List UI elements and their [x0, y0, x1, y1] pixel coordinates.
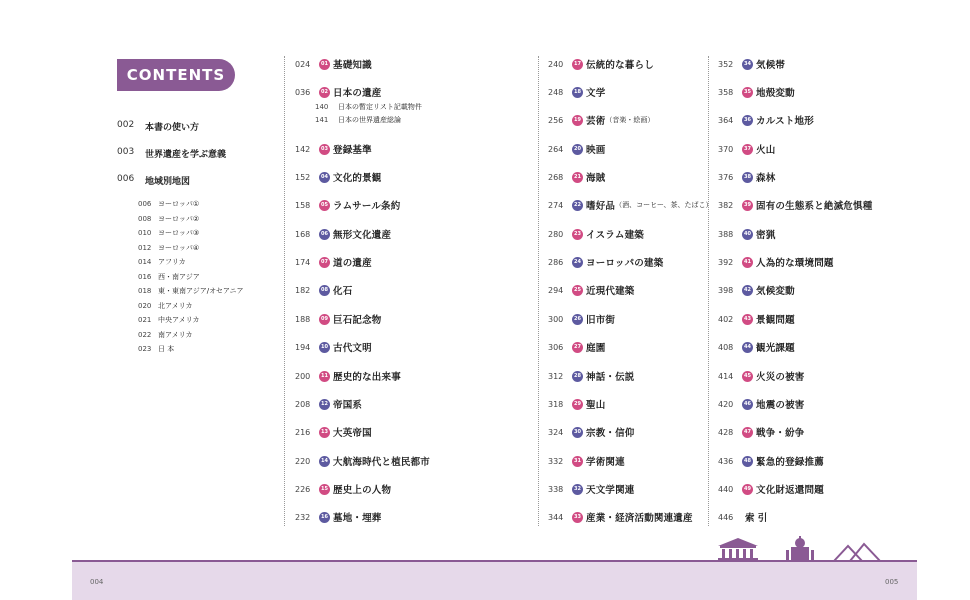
toc-entry[interactable]	[548, 197, 713, 213]
entry-title: 帝国系	[333, 400, 363, 411]
entry-title: 庭園	[586, 343, 606, 354]
footer-band	[72, 560, 917, 600]
page-number: 268	[548, 172, 564, 182]
page-number: 220	[295, 456, 311, 466]
chapter-number-badge: 25	[572, 285, 583, 296]
chapter-number-badge: 07	[319, 257, 330, 268]
chapter-number-badge: 19	[572, 115, 583, 126]
chapter-number-badge: 11	[319, 371, 330, 382]
page-number: 194	[295, 342, 311, 352]
page-number: 352	[718, 59, 734, 69]
list-item[interactable]	[117, 174, 277, 187]
page-number: 216	[295, 427, 311, 437]
toc-entry[interactable]	[295, 254, 372, 270]
entry-title: 大英帝国	[333, 428, 372, 439]
page-number: 002	[117, 120, 135, 130]
entry-title: 無形文化遺産	[333, 230, 392, 241]
entry-title: 密猟	[756, 230, 776, 241]
entry-title: 産業・経済活動関連遺産	[586, 513, 693, 524]
column-divider	[538, 56, 539, 526]
entry-title: 登録基準	[333, 145, 372, 156]
list-item[interactable]	[138, 241, 277, 256]
page-number: 023	[138, 345, 152, 354]
page-number-left: 004	[90, 578, 104, 586]
entry-title: 映画	[586, 145, 606, 156]
entry-title: 日本の遺産	[333, 88, 382, 99]
toc-entry[interactable]	[295, 311, 382, 327]
page-number: 140	[315, 103, 329, 111]
toc-entry[interactable]	[718, 368, 805, 384]
entry-title: 地殻変動	[756, 88, 795, 99]
page-number: 344	[548, 512, 564, 522]
page-number: 240	[548, 59, 564, 69]
page-number: 306	[548, 342, 564, 352]
entry-title: 緊急的登録推薦	[756, 457, 824, 468]
toc-entry[interactable]	[548, 112, 654, 128]
item-title: 南アメリカ	[158, 330, 193, 339]
toc-entry[interactable]	[295, 84, 382, 100]
entry-title: ヨーロッパの建築	[586, 258, 664, 269]
entry-title: 文学	[586, 88, 606, 99]
toc-entry[interactable]	[718, 481, 824, 497]
contents-badge: CONTENTS	[117, 59, 235, 91]
chapter-number-badge: 02	[319, 87, 330, 98]
page-number: 338	[548, 484, 564, 494]
page-number: 016	[138, 272, 152, 281]
page-number: 398	[718, 285, 734, 295]
page-number: 182	[295, 285, 311, 295]
entry-title: 大航海時代と植民都市	[333, 457, 431, 468]
item-title: 西・南アジア	[158, 272, 200, 281]
item-title: 東・東南アジア/オセアニア	[158, 287, 244, 296]
entry-title: 文化財返還問題	[756, 485, 824, 496]
entry-title: 景観問題	[756, 315, 795, 326]
toc-entry[interactable]	[718, 141, 775, 157]
toc-entry[interactable]	[295, 169, 382, 185]
toc-entry[interactable]	[295, 226, 391, 242]
chapter-number-badge: 37	[742, 144, 753, 155]
page-number: 168	[295, 229, 311, 239]
page-number: 008	[138, 214, 152, 223]
page-number: 294	[548, 285, 564, 295]
entry-title: カルスト地形	[756, 116, 814, 127]
toc-entry[interactable]	[548, 424, 635, 440]
page-number: 014	[138, 258, 152, 267]
chapter-number-badge: 18	[572, 87, 583, 98]
page-number: 142	[295, 144, 311, 154]
entry-subtitle: （酒、コーヒー、茶、たばこ）	[615, 201, 713, 209]
toc-entry[interactable]	[718, 254, 834, 270]
page-number: 388	[718, 229, 734, 239]
toc-entry[interactable]	[548, 509, 693, 525]
page-number: 152	[295, 172, 311, 182]
chapter-number-badge: 21	[572, 172, 583, 183]
entry-title: 神話・伝説	[586, 372, 635, 383]
chapter-number-badge: 08	[319, 285, 330, 296]
item-title: ヨーロッパ④	[158, 243, 200, 252]
toc-entry[interactable]	[548, 282, 635, 298]
item-title: 地域別地図	[145, 177, 191, 187]
entry-title: 学術関連	[586, 457, 625, 468]
page-number: 020	[138, 301, 152, 310]
toc-entry[interactable]	[548, 368, 635, 384]
page-number: 021	[138, 316, 152, 325]
chapter-number-badge: 47	[742, 427, 753, 438]
chapter-number-badge: 20	[572, 144, 583, 155]
list-item[interactable]	[138, 270, 277, 285]
entry-title: 化石	[333, 286, 353, 297]
region-map-list	[138, 197, 277, 357]
entry-title: 宗教・信仰	[586, 428, 635, 439]
entry-title: 伝統的な暮らし	[586, 60, 654, 71]
chapter-number-badge: 03	[319, 144, 330, 155]
chapter-number-badge: 09	[319, 314, 330, 325]
entry-title: 芸術	[586, 116, 606, 127]
entry-title: 天文学関連	[586, 485, 635, 496]
chapter-number-badge: 06	[319, 229, 330, 240]
chapter-number-badge: 27	[572, 342, 583, 353]
chapter-number-badge: 36	[742, 115, 753, 126]
page-number: 364	[718, 115, 734, 125]
page-number: 018	[138, 287, 152, 296]
toc-entry[interactable]	[295, 453, 430, 469]
toc-entry[interactable]	[548, 226, 644, 242]
page-number: 256	[548, 115, 564, 125]
page-number: 358	[718, 87, 734, 97]
list-item[interactable]	[138, 255, 277, 270]
page-number: 188	[295, 314, 311, 324]
toc-entry[interactable]	[295, 368, 401, 384]
chapter-number-badge: 40	[742, 229, 753, 240]
chapter-number-badge: 23	[572, 229, 583, 240]
page-number: 006	[138, 200, 152, 209]
page-number: 286	[548, 257, 564, 267]
toc-entry[interactable]	[548, 84, 605, 100]
page-number: 324	[548, 427, 564, 437]
page-number: 414	[718, 371, 734, 381]
toc-entry[interactable]	[718, 112, 814, 128]
page-number: 392	[718, 257, 734, 267]
page-number: 420	[718, 399, 734, 409]
column-divider	[284, 56, 285, 526]
front-matter-list	[117, 120, 277, 357]
chapter-number-badge: 39	[742, 200, 753, 211]
page-number: 402	[718, 314, 734, 324]
entry-title: 地震の被害	[756, 400, 805, 411]
item-title: アフリカ	[158, 258, 186, 267]
toc-entry[interactable]	[718, 424, 805, 440]
chapter-number-badge: 29	[572, 399, 583, 410]
entry-title: 基礎知識	[333, 60, 372, 71]
chapter-number-badge: 31	[572, 456, 583, 467]
entry-title: 戦争・紛争	[756, 428, 805, 439]
page-number: 376	[718, 172, 734, 182]
toc-entry[interactable]	[548, 56, 654, 72]
toc-entry[interactable]	[718, 282, 795, 298]
page-number: 158	[295, 200, 311, 210]
page-number: 141	[315, 116, 329, 124]
list-item[interactable]	[138, 212, 277, 227]
toc-entry[interactable]	[295, 282, 352, 298]
entry-title: 文化的景観	[333, 173, 382, 184]
chapter-number-badge: 17	[572, 59, 583, 70]
page-number: 332	[548, 456, 564, 466]
toc-entry[interactable]	[295, 424, 372, 440]
entry-title: 観光課題	[756, 343, 795, 354]
chapter-number-badge: 34	[742, 59, 753, 70]
item-title: ヨーロッパ②	[158, 214, 200, 223]
toc-entry[interactable]	[548, 311, 615, 327]
toc-entry[interactable]	[295, 56, 372, 72]
page-number: 274	[548, 200, 564, 210]
chapter-number-badge: 16	[319, 512, 330, 523]
item-title: ヨーロッパ①	[158, 200, 200, 209]
column-divider	[708, 56, 709, 526]
chapter-number-badge: 22	[572, 200, 583, 211]
entry-title: 日本の暫定リスト記載物件	[338, 103, 422, 111]
chapter-number-badge: 30	[572, 427, 583, 438]
page-number-right: 005	[885, 578, 899, 586]
page-number: 003	[117, 147, 135, 157]
page-number: 200	[295, 371, 311, 381]
chapter-number-badge: 15	[319, 484, 330, 495]
chapter-number-badge: 14	[319, 456, 330, 467]
chapter-number-badge: 41	[742, 257, 753, 268]
entry-title: 海賊	[586, 173, 606, 184]
toc-entry[interactable]	[295, 339, 372, 355]
landmark-illustration-icon	[716, 536, 886, 562]
list-item[interactable]	[138, 197, 277, 212]
entry-title: 嗜好品	[586, 201, 616, 212]
toc-entry[interactable]	[718, 197, 872, 213]
chapter-number-badge: 49	[742, 484, 753, 495]
page-number: 264	[548, 144, 564, 154]
toc-entry[interactable]	[718, 84, 795, 100]
page-number: 408	[718, 342, 734, 352]
page-number: 318	[548, 399, 564, 409]
page-number: 012	[138, 243, 152, 252]
entry-title: 古代文明	[333, 343, 372, 354]
page-number: 024	[295, 59, 311, 69]
toc-entry[interactable]	[548, 141, 605, 157]
toc-entry[interactable]	[295, 141, 372, 157]
page-number: 006	[117, 174, 135, 184]
page-number: 428	[718, 427, 734, 437]
toc-subentry[interactable]	[315, 114, 401, 126]
toc-entry[interactable]	[548, 396, 605, 412]
entry-title: 歴史上の人物	[333, 485, 392, 496]
entry-title: 道の遺産	[333, 258, 372, 269]
chapter-number-badge: 04	[319, 172, 330, 183]
page-number: 174	[295, 257, 311, 267]
toc-entry[interactable]	[718, 453, 824, 469]
chapter-number-badge: 45	[742, 371, 753, 382]
entry-title: 旧市街	[586, 315, 616, 326]
chapter-number-badge: 24	[572, 257, 583, 268]
toc-entry[interactable]	[718, 339, 795, 355]
entry-title: 日本の世界遺産総論	[338, 116, 401, 124]
chapter-number-badge: 42	[742, 285, 753, 296]
toc-entry[interactable]	[548, 254, 663, 270]
toc-entry[interactable]	[548, 339, 605, 355]
page-number: 036	[295, 87, 311, 97]
entry-title: イスラム建築	[586, 230, 645, 241]
entry-title: ラムサール条約	[333, 201, 401, 212]
page-number: 312	[548, 371, 564, 381]
list-item[interactable]	[138, 226, 277, 241]
page-number: 440	[718, 484, 734, 494]
entry-title: 火災の被害	[756, 372, 805, 383]
toc-entry[interactable]	[718, 56, 785, 72]
chapter-number-badge: 12	[319, 399, 330, 410]
entry-title: 近現代建築	[586, 286, 635, 297]
toc-entry[interactable]	[295, 197, 400, 213]
list-item[interactable]	[138, 342, 277, 357]
entry-title: 墓地・埋葬	[333, 513, 382, 524]
toc-entry[interactable]	[718, 311, 795, 327]
chapter-number-badge: 38	[742, 172, 753, 183]
toc-entry[interactable]	[718, 396, 805, 412]
entry-title: 歴史的な出来事	[333, 372, 401, 383]
list-item[interactable]	[138, 299, 277, 314]
item-title: 中央アメリカ	[158, 316, 200, 325]
entry-title: 聖山	[586, 400, 606, 411]
entry-title: 気候変動	[756, 286, 795, 297]
page-number: 208	[295, 399, 311, 409]
entry-title: 人為的な環境問題	[756, 258, 834, 269]
chapter-number-badge: 28	[572, 371, 583, 382]
entry-title: 森林	[756, 173, 776, 184]
toc-entry[interactable]	[718, 169, 775, 185]
page-number: 300	[548, 314, 564, 324]
chapter-number-badge: 43	[742, 314, 753, 325]
chapter-number-badge: 46	[742, 399, 753, 410]
chapter-number-badge: 05	[319, 200, 330, 211]
list-item[interactable]	[117, 147, 277, 160]
toc-subentry[interactable]	[315, 101, 422, 113]
toc-entry[interactable]	[718, 226, 775, 242]
chapter-number-badge: 26	[572, 314, 583, 325]
chapter-number-badge: 10	[319, 342, 330, 353]
toc-entry[interactable]	[718, 509, 767, 525]
entry-title: 固有の生態系と絶滅危惧種	[756, 201, 873, 212]
chapter-number-badge: 01	[319, 59, 330, 70]
entry-title: 火山	[756, 145, 776, 156]
page-number: 370	[718, 144, 734, 154]
page-number: 232	[295, 512, 311, 522]
entry-title: 索 引	[745, 513, 768, 524]
list-item[interactable]	[138, 284, 277, 299]
chapter-number-badge: 33	[572, 512, 583, 523]
toc-entry[interactable]	[295, 481, 391, 497]
chapter-number-badge: 13	[319, 427, 330, 438]
page-number: 446	[718, 512, 734, 522]
page-number: 248	[548, 87, 564, 97]
toc-entry[interactable]	[548, 481, 635, 497]
page-number: 226	[295, 484, 311, 494]
entry-title: 巨石記念物	[333, 315, 382, 326]
toc-entry[interactable]	[548, 453, 625, 469]
toc-entry[interactable]	[548, 169, 605, 185]
toc-entry[interactable]	[295, 396, 362, 412]
toc-entry[interactable]	[295, 509, 382, 525]
page-number: 022	[138, 330, 152, 339]
entry-title: 気候帯	[756, 60, 786, 71]
chapter-number-badge: 35	[742, 87, 753, 98]
list-item[interactable]	[117, 120, 277, 133]
entry-subtitle: （音楽・絵画）	[605, 116, 655, 124]
item-title: 日 本	[158, 345, 175, 354]
item-title: 世界遺産を学ぶ意義	[145, 150, 227, 160]
item-title: 北アメリカ	[158, 301, 193, 310]
item-title: ヨーロッパ③	[158, 229, 200, 238]
page-number: 436	[718, 456, 734, 466]
page-number: 382	[718, 200, 734, 210]
item-title: 本書の使い方	[145, 123, 200, 133]
page-number: 280	[548, 229, 564, 239]
list-item[interactable]	[138, 328, 277, 343]
chapter-number-badge: 32	[572, 484, 583, 495]
chapter-number-badge: 44	[742, 342, 753, 353]
list-item[interactable]	[138, 313, 277, 328]
chapter-number-badge: 48	[742, 456, 753, 467]
page-number: 010	[138, 229, 152, 238]
